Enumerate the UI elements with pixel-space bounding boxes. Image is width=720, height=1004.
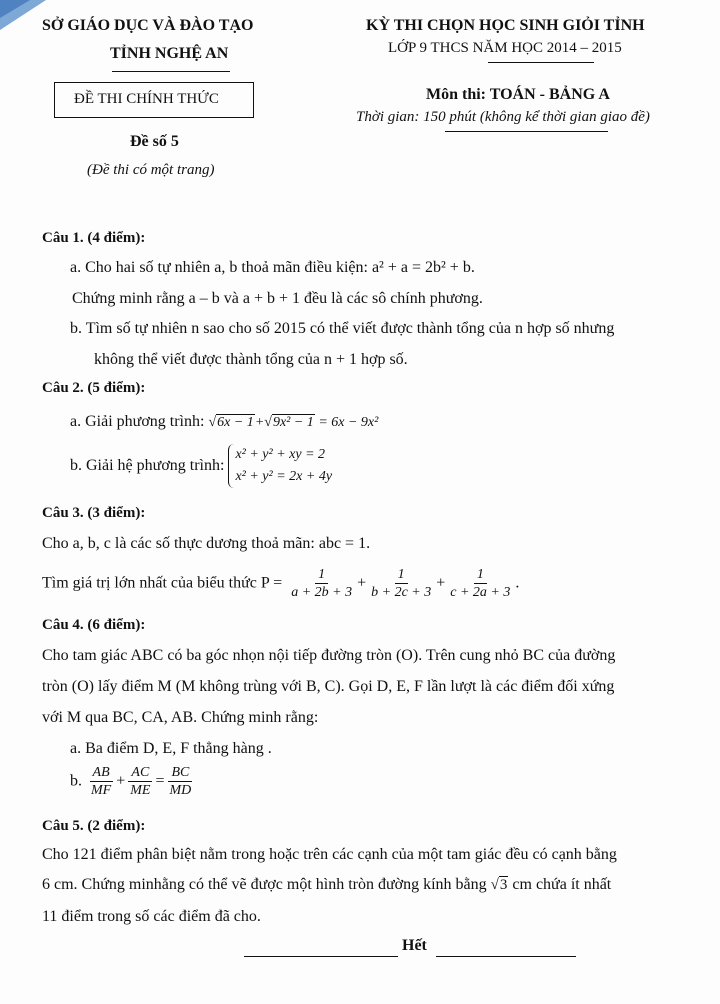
question-1b-line2: không thể viết được thành tổng của n + 1 hợp số. — [94, 351, 408, 368]
fraction-3: $\frac{1}{c + 2a + 3}$ — [450, 567, 511, 600]
question-1-title: Câu 1. (4 điểm): — [42, 230, 146, 246]
question-5-line2: 6 cm. Chứng minhằng có thể vẽ được một hình tròn đường kính bằng √3 cm chứa ít nhất — [42, 876, 612, 893]
question-4-line1: Cho tam giác ABC có ba góc nhọn nội tiếp đường tròn (O). Trên cung nhỏ BC của đường — [42, 647, 616, 664]
question-4-title: Câu 4. (6 điểm): — [42, 617, 146, 633]
question-2a-equation: √6x − 1+√9x² − 1 = 6x − 9x² — [208, 415, 379, 430]
official-exam-label: ĐỀ THI CHÍNH THỨC — [74, 91, 219, 107]
pages-note: (Đề thi có một trang) — [87, 162, 215, 178]
sqrt-three: √3 — [490, 877, 508, 893]
fraction-ab-mf: $\frac{AB}{MF}$ — [91, 765, 112, 798]
question-4a: a. Ba điểm D, E, F thẳng hàng . — [70, 740, 272, 757]
exam-class-year: LỚP 9 THCS NĂM HỌC 2014 – 2015 — [388, 40, 622, 56]
question-1a-line2: Chứng minh rằng a – b và a + b + 1 đều là các sô chính phương. — [72, 290, 483, 307]
question-4b: b. $\frac{AB}{MF}$ + $\frac{AC}{ME}$ = $\frac{BC}{MD}$ — [70, 764, 196, 799]
system-equation-2: x² + y² = 2x + 4y — [235, 469, 333, 484]
department-underline — [112, 71, 230, 72]
exam-number: Đề số 5 — [130, 133, 179, 150]
question-2a-label: a. Giải phương trình: — [70, 413, 205, 430]
question-5-title: Câu 5. (2 điểm): — [42, 818, 146, 834]
sqrt-term-1: 6x − 1 — [217, 415, 254, 430]
subject-line: Môn thi: TOÁN - BẢNG A — [426, 86, 610, 103]
question-4-line2: tròn (O) lấy điểm M (M không trùng với B, C). Gọi D, E, F lần lượt là các điểm đối xứng — [42, 678, 615, 695]
fraction-ac-me: $\frac{AC}{ME}$ — [130, 765, 151, 798]
question-3-expression-label: Tìm giá trị lớn nhất của biểu thức P = — [42, 574, 283, 592]
exam-underline — [488, 62, 594, 63]
fraction-1: $\frac{1}{a + 2b + 3}$ — [291, 567, 353, 600]
department-line1: SỞ GIÁO DỤC VÀ ĐÀO TẠO — [42, 17, 254, 34]
question-2b-label: b. Giải hệ phương trình: — [70, 457, 225, 474]
question-3-title: Câu 3. (3 điểm): — [42, 505, 146, 521]
question-5-line3: 11 điểm trong số các điểm đã cho. — [42, 908, 261, 925]
question-4-line3: với M qua BC, CA, AB. Chứng minh rằng: — [42, 709, 319, 726]
system-equation-1: x² + y² + xy = 2 — [235, 447, 326, 462]
fraction-2: $\frac{1}{b + 2c + 3}$ — [371, 567, 432, 600]
question-2-title: Câu 2. (5 điểm): — [42, 380, 146, 396]
time-note: Thời gian: 150 phút (không kể thời gian giao đề) — [356, 109, 650, 125]
question-3-line1: Cho a, b, c là các số thực dương thoả mãn: abc = 1. — [42, 535, 371, 552]
question-3-line2: Tìm giá trị lớn nhất của biểu thức P = $\frac{1}{a + 2b + 3}$ + $\frac{1}{b + 2c + 3}$ + $\frac{1}{c + 2a + 3}$ . — [42, 567, 520, 600]
equation-rhs: = 6x − 9x² — [318, 415, 379, 430]
question-5-line1: Cho 121 điểm phân biệt nằm trong hoặc trên các cạnh của một tam giác đều có cạnh bằng — [42, 846, 617, 863]
equation-system — [228, 444, 332, 488]
department-line2: TỈNH NGHỆ AN — [110, 45, 229, 62]
question-4b-label: b. — [70, 772, 82, 790]
end-label: Hết — [402, 937, 427, 954]
question-1a: a. Cho hai số tự nhiên a, b thoả mãn điều kiện: a² + a = 2b² + b. — [70, 259, 475, 276]
question-1b: b. Tìm số tự nhiên n sao cho số 2015 có thể viết được thành tổng của n hợp số nhưng — [70, 320, 615, 337]
time-underline — [445, 131, 608, 132]
exam-title: KỲ THI CHỌN HỌC SINH GIỎI TỈNH — [366, 17, 645, 34]
end-rule-left — [244, 956, 398, 957]
fraction-bc-md: $\frac{BC}{MD}$ — [169, 765, 192, 798]
question-2b — [70, 444, 332, 488]
sqrt-term-2: 9x² − 1 — [272, 415, 314, 430]
question-2a — [70, 413, 378, 431]
end-rule-right — [436, 956, 576, 957]
plus-sign: + — [254, 415, 265, 430]
